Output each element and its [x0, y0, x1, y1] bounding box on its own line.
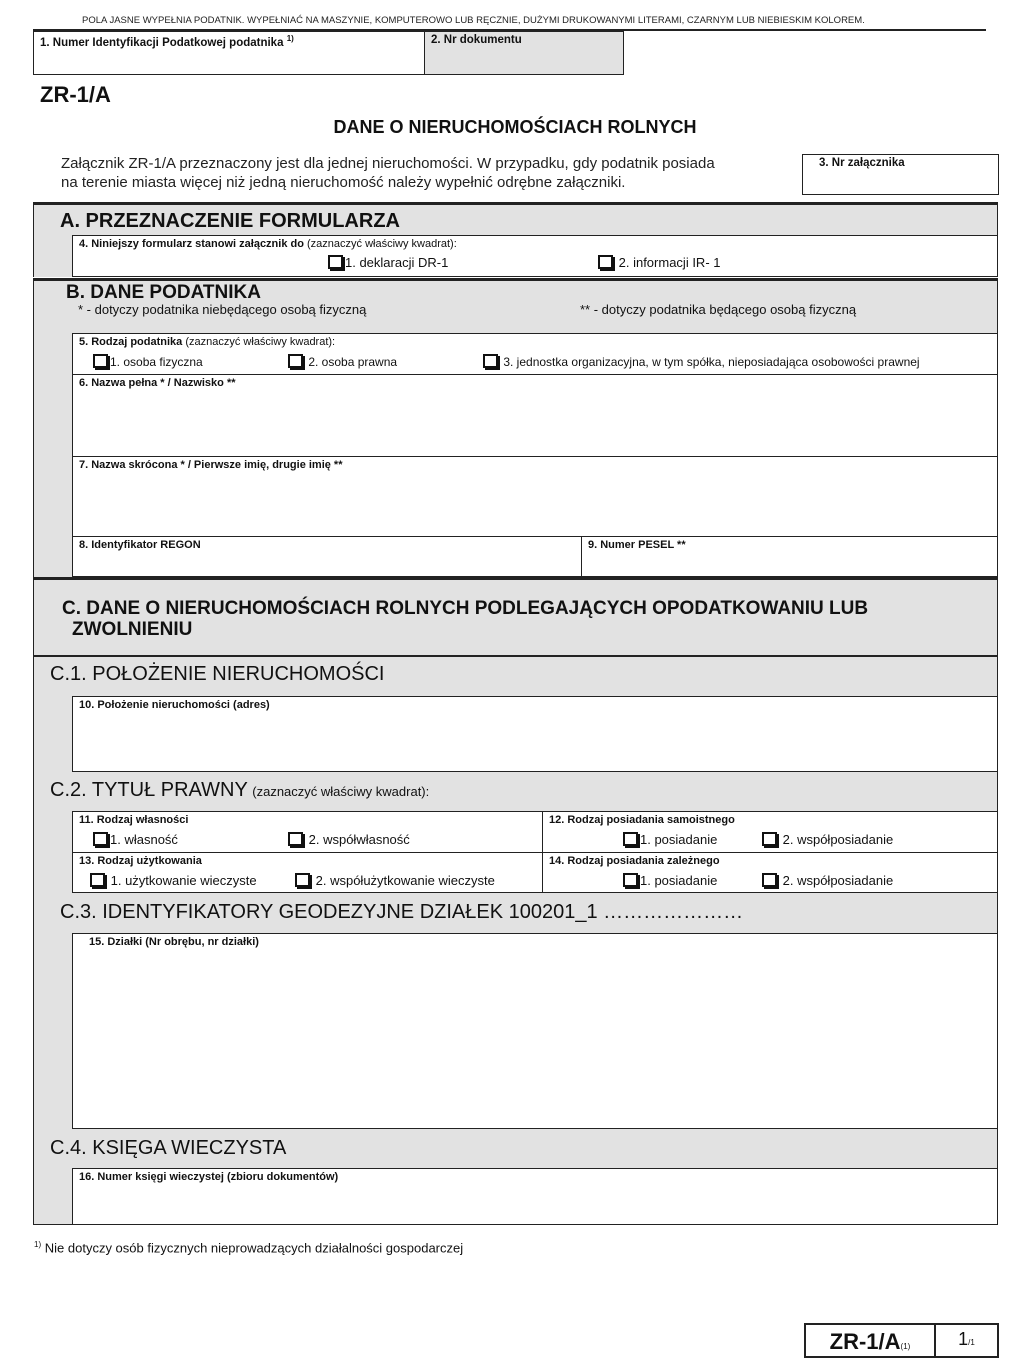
option-ownership[interactable]	[93, 832, 178, 847]
ownership-type-label: 11. Rodzaj własności	[79, 814, 189, 826]
section-a-title: A. PRZEZNACZENIE FORMULARZA	[60, 210, 400, 232]
c4-title: C.4. KSIĘGA WIECZYSTA	[50, 1137, 287, 1159]
nip-field[interactable]	[33, 31, 426, 75]
section-c-title-line-1: C. DANE O NIERUCHOMOŚCIACH ROLNYCH PODLEGAJĄCYCH OPODATKOWANIU LUB	[62, 598, 869, 619]
field-4-box	[72, 235, 998, 277]
option-legal-person-label: 2. osoba prawna	[308, 355, 398, 369]
option-co-ownership-label: 2. współwłasność	[308, 832, 410, 847]
option-possession-14[interactable]	[623, 873, 717, 888]
land-register-label: 16. Numer księgi wieczystej (zbioru dokumentów)	[79, 1171, 339, 1183]
option-organizational-unit-label: 3. jednostka organizacyjna, w tym spółka, nieposiadająca osobowości prawnej	[503, 355, 920, 369]
land-register-field[interactable]	[72, 1168, 998, 1225]
option-possession-12[interactable]	[623, 832, 717, 847]
form-code: ZR-1/A	[40, 82, 111, 107]
footer-code: ZR-1/A	[829, 1329, 901, 1354]
option-information-ir1-label: 2. informacji IR- 1	[618, 255, 721, 270]
field-5-label: 5. Rodzaj podatnika	[79, 336, 183, 348]
checkbox-icon[interactable]	[295, 873, 310, 887]
section-b-title: B. DANE PODATNIKA	[66, 282, 261, 303]
full-name-label: 6. Nazwa pełna * / Nazwisko **	[79, 377, 236, 389]
c2-title-text: C.2. TYTUŁ PRAWNY	[50, 779, 248, 801]
regon-label: 8. Identyfikator REGON	[79, 539, 201, 551]
checkbox-icon[interactable]	[288, 354, 303, 368]
attachment-number-label: 3. Nr załącznika	[819, 157, 905, 169]
footer-code-sub: (1)	[900, 1342, 911, 1351]
regon-field[interactable]	[72, 536, 583, 577]
section-c-title	[62, 598, 868, 640]
footer-page: 1	[958, 1329, 969, 1349]
option-co-perpetual-usufruct[interactable]	[295, 873, 495, 888]
footnote-marker: 1)	[34, 1240, 42, 1249]
full-name-field[interactable]	[72, 374, 998, 457]
footer-page-number	[934, 1323, 999, 1358]
option-declaration-dr1[interactable]	[328, 255, 448, 270]
option-information-ir1[interactable]	[598, 255, 721, 270]
footnote	[34, 1240, 463, 1255]
c2-hint: (zaznaczyć właściwy kwadrat):	[252, 784, 430, 799]
c3-title: C.3. IDENTYFIKATORY GEODEZYJNE DZIAŁEK 100201_1 …………………	[60, 901, 744, 923]
intro-line-2: na terenie miasta więcej niż jedną nieruchomość należy wypełnić odrębne załączniki.	[61, 174, 626, 191]
option-possession-12-label: 1. posiadanie	[640, 832, 718, 847]
field-5-hint: (zaznaczyć właściwy kwadrat):	[185, 336, 336, 348]
plots-label: 15. Działki (Nr obrębu, nr działki)	[89, 936, 259, 948]
property-address-label: 10. Położenie nieruchomości (adres)	[79, 699, 270, 711]
field-4-label: 4. Niniejszy formularz stanowi załącznik do	[79, 238, 304, 250]
dependent-possession-label: 14. Rodzaj posiadania zależnego	[549, 855, 720, 867]
plots-field[interactable]	[72, 933, 998, 1129]
short-name-label: 7. Nazwa skrócona * / Pierwsze imię, drugie imię **	[79, 459, 343, 471]
checkbox-icon[interactable]	[483, 354, 498, 368]
option-organizational-unit[interactable]	[483, 354, 920, 369]
document-number-label: 2. Nr dokumentu	[431, 34, 522, 46]
checkbox-icon[interactable]	[762, 873, 777, 887]
checkbox-icon[interactable]	[623, 873, 638, 887]
top-note: POLA JASNE WYPEŁNIA PODATNIK. WYPEŁNIAĆ NA MASZYNIE, KOMPUTEROWO LUB RĘCZNIE, DUŻYMI DRUKOWANYMI LITERAMI, CZARNYM LUB NIEBIESKIM KOLOREM.	[82, 15, 865, 26]
checkbox-icon[interactable]	[598, 255, 613, 269]
pesel-label: 9. Numer PESEL **	[588, 539, 686, 551]
option-co-possession-12-label: 2. współposiadanie	[782, 832, 894, 847]
option-co-perpetual-usufruct-label: 2. współużytkowanie wieczyste	[315, 873, 495, 888]
checkbox-icon[interactable]	[623, 832, 638, 846]
pesel-field[interactable]	[581, 536, 998, 577]
option-ownership-label: 1. własność	[110, 832, 178, 847]
checkbox-icon[interactable]	[93, 354, 108, 368]
option-co-possession-14[interactable]	[762, 873, 893, 888]
option-co-ownership[interactable]	[288, 832, 410, 847]
option-co-possession-14-label: 2. współposiadanie	[782, 873, 894, 888]
short-name-field[interactable]	[72, 456, 998, 537]
document-number-field[interactable]	[424, 31, 624, 75]
usage-type-label: 13. Rodzaj użytkowania	[79, 855, 202, 867]
option-natural-person[interactable]	[93, 354, 203, 369]
footer-page-total: /1	[968, 1338, 975, 1347]
option-perpetual-usufruct-label: 1. użytkowanie wieczyste	[110, 873, 257, 888]
intro-line-1: Załącznik ZR-1/A przeznaczony jest dla jednej nieruchomości. W przypadku, gdy podatnik posiada	[61, 155, 715, 172]
checkbox-icon[interactable]	[288, 832, 303, 846]
c2-title	[50, 779, 429, 802]
footer-form-code	[804, 1323, 936, 1358]
option-legal-person[interactable]	[288, 354, 397, 369]
checkbox-icon[interactable]	[328, 255, 343, 269]
attachment-number-field[interactable]	[802, 154, 999, 195]
option-declaration-dr1-label: 1. deklaracji DR-1	[345, 255, 449, 270]
independent-possession-label: 12. Rodzaj posiadania samoistnego	[549, 814, 735, 826]
footnote-text: Nie dotyczy osób fizycznych nieprowadzących działalności gospodarczej	[44, 1240, 464, 1256]
checkbox-icon[interactable]	[762, 832, 777, 846]
section-b-note-1: * - dotyczy podatnika niebędącego osobą fizyczną	[78, 302, 367, 317]
option-perpetual-usufruct[interactable]	[90, 873, 257, 888]
option-co-possession-12[interactable]	[762, 832, 893, 847]
c1-title: C.1. POŁOŻENIE NIERUCHOMOŚCI	[50, 663, 385, 685]
checkbox-icon[interactable]	[90, 873, 105, 887]
section-c-title-line-2: ZWOLNIENIU	[72, 619, 193, 640]
property-address-field[interactable]	[72, 696, 998, 772]
option-natural-person-label: 1. osoba fizyczna	[110, 355, 203, 369]
section-b-note-2: ** - dotyczy podatnika będącego osobą fizyczną	[580, 302, 857, 317]
page-title: DANE O NIERUCHOMOŚCIACH ROLNYCH	[333, 117, 697, 137]
checkbox-icon[interactable]	[93, 832, 108, 846]
nip-label: 1. Numer Identyfikacji Podatkowej podatnika	[40, 36, 284, 49]
field-4-hint: (zaznaczyć właściwy kwadrat):	[307, 238, 457, 250]
nip-footnote-ref: 1)	[286, 34, 294, 43]
option-possession-14-label: 1. posiadanie	[640, 873, 718, 888]
intro-text	[61, 154, 715, 192]
